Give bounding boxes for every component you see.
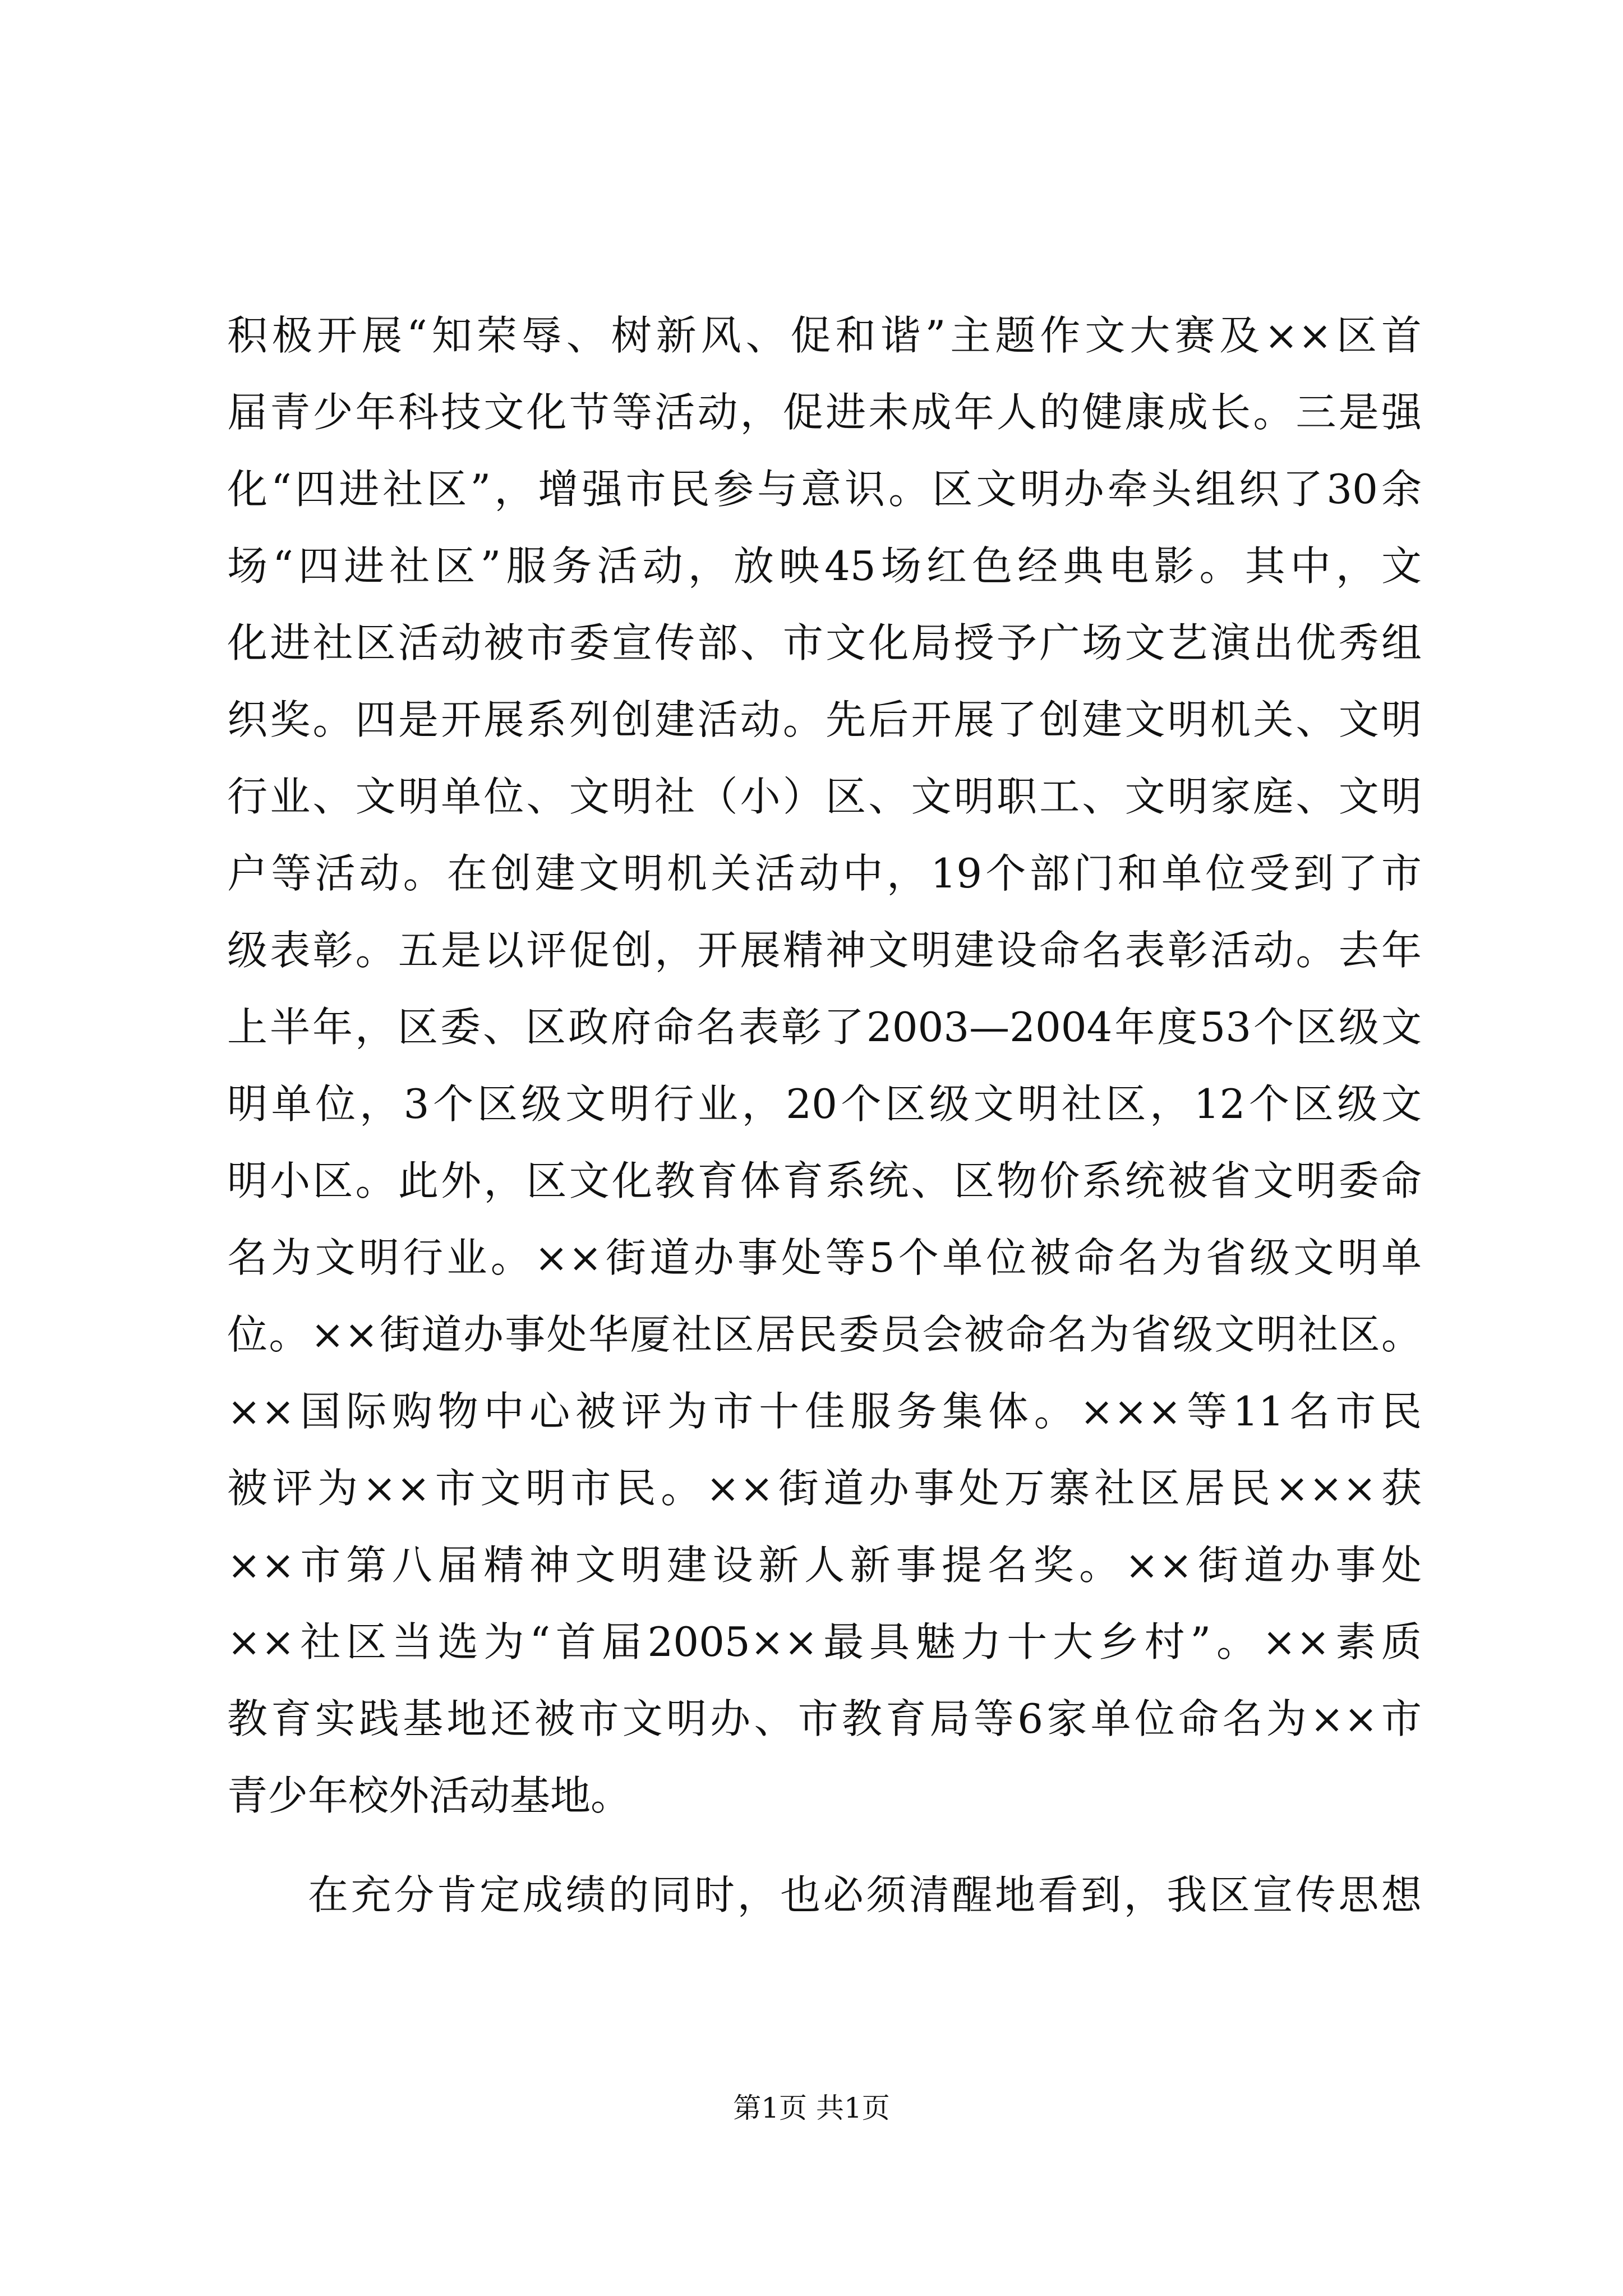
text-line: 级表彰。五是以评促创，开展精神文明建设命名表彰活动。去年	[227, 927, 1422, 974]
text-line: 织奖。四是开展系列创建活动。先后开展了创建文明机关、文明	[227, 696, 1422, 743]
paragraph-1	[227, 297, 1422, 1834]
text-line: 位。××街道办事处华厦社区居民委员会被命名为省级文明社区。	[227, 1311, 1422, 1358]
paragraph-2	[227, 1857, 1422, 1934]
text-line: 在充分肯定成绩的同时，也必须清醒地看到，我区宣传思想	[308, 1871, 1422, 1918]
text-line: 积极开展“知荣辱、树新风、促和谐”主题作文大赛及××区首	[227, 312, 1422, 359]
text-line: 化“四进社区”，增强市民参与意识。区文明办牵头组织了30余	[227, 466, 1422, 513]
page-footer: 第1页 共1页	[733, 2092, 890, 2124]
text-line: ××国际购物中心被评为市十佳服务集体。×××等11名市民	[227, 1388, 1422, 1435]
document-body	[227, 297, 1422, 1934]
paragraph-gap	[227, 1834, 1422, 1857]
text-line: 青少年校外活动基地。	[227, 1772, 631, 1819]
text-line: 届青少年科技文化节等活动，促进未成年人的健康成长。三是强	[227, 389, 1422, 436]
text-line: 明小区。此外，区文化教育体育系统、区物价系统被省文明委命	[227, 1157, 1422, 1204]
text-line: 户等活动。在创建文明机关活动中，19个部门和单位受到了市	[227, 850, 1422, 897]
text-line: ××市第八届精神文明建设新人新事提名奖。××街道办事处	[227, 1542, 1422, 1589]
text-line: 场“四进社区”服务活动，放映45场红色经典电影。其中，文	[227, 542, 1422, 590]
text-line: 行业、文明单位、文明社（小）区、文明职工、文明家庭、文明	[227, 773, 1422, 820]
text-line: 名为文明行业。××街道办事处等5个单位被命名为省级文明单	[227, 1234, 1422, 1281]
text-line: 明单位，3个区级文明行业，20个区级文明社区，12个区级文	[227, 1080, 1422, 1128]
text-line: ××社区当选为“首届2005××最具魅力十大乡村”。××素质	[227, 1618, 1422, 1665]
text-line: 教育实践基地还被市文明办、市教育局等6家单位命名为××市	[227, 1695, 1422, 1742]
text-line: 被评为××市文明市民。××街道办事处万寨社区居民×××获	[227, 1465, 1422, 1512]
text-line: 上半年，区委、区政府命名表彰了2003—2004年度53个区级文	[227, 1004, 1422, 1051]
text-line: 化进社区活动被市委宣传部、市文化局授予广场文艺演出优秀组	[227, 619, 1422, 666]
